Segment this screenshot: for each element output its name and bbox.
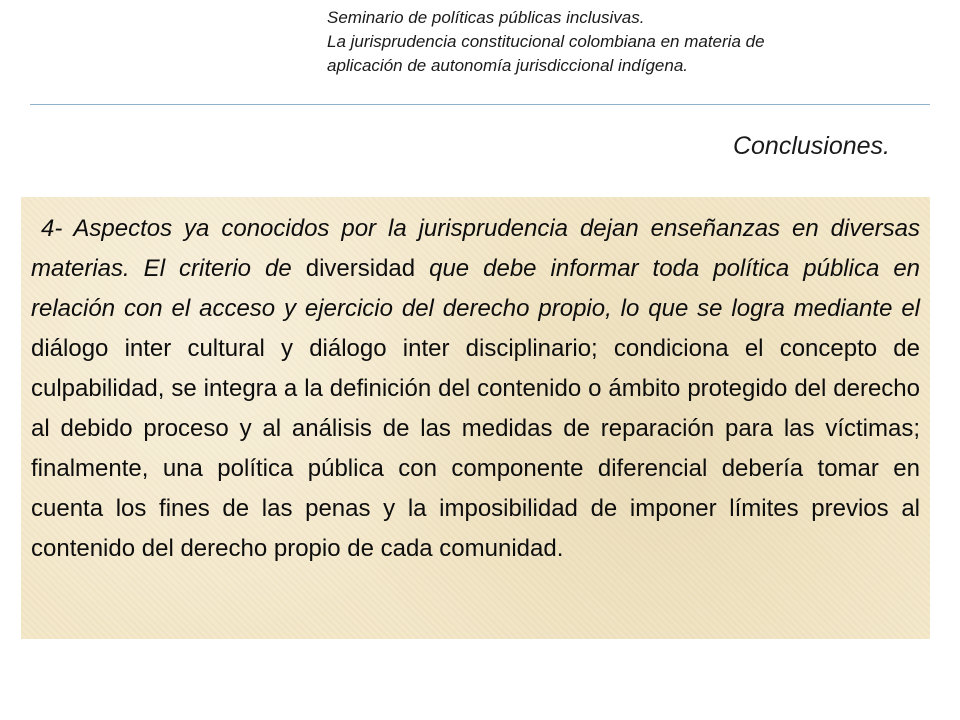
- slide-header: [327, 6, 927, 78]
- conclusion-paragraph: [31, 209, 920, 569]
- paragraph-segment-italic-1: 4- Aspectos ya conocidos por la jurisprudencia dejan enseñanzas en diversas materias. El criterio de: [31, 215, 920, 282]
- paragraph-segment-regular-2: diálogo inter cultural y diálogo inter disciplinario; condiciona el concepto de culpabilidad, se integra a la definición del contenido o ámbito protegido del derecho al debido proceso y al análisis de las medidas de reparación para las víctimas; finalmente, una política pública con componente diferencial debería tomar en cuenta los fines de las penas y la imposibilidad de imponer límites previos al contenido del derecho propio de cada comunidad.: [31, 335, 920, 562]
- paragraph-segment-regular-1: diversidad: [305, 255, 430, 282]
- section-title: Conclusiones.: [732, 132, 890, 160]
- header-line-seminar: Seminario de políticas públicas inclusivas.: [327, 8, 645, 27]
- header-divider: [30, 104, 930, 105]
- header-line-topic: La jurisprudencia constitucional colombiana en materia de: [327, 32, 765, 51]
- header-line-topic-continued: aplicación de autonomía jurisdiccional indígena.: [327, 56, 689, 75]
- paragraph-segment-italic-2: que debe informar toda política pública en relación con el acceso y ejercicio del derecho propio, lo que se logra mediante el: [31, 255, 921, 322]
- content-panel: [21, 197, 930, 639]
